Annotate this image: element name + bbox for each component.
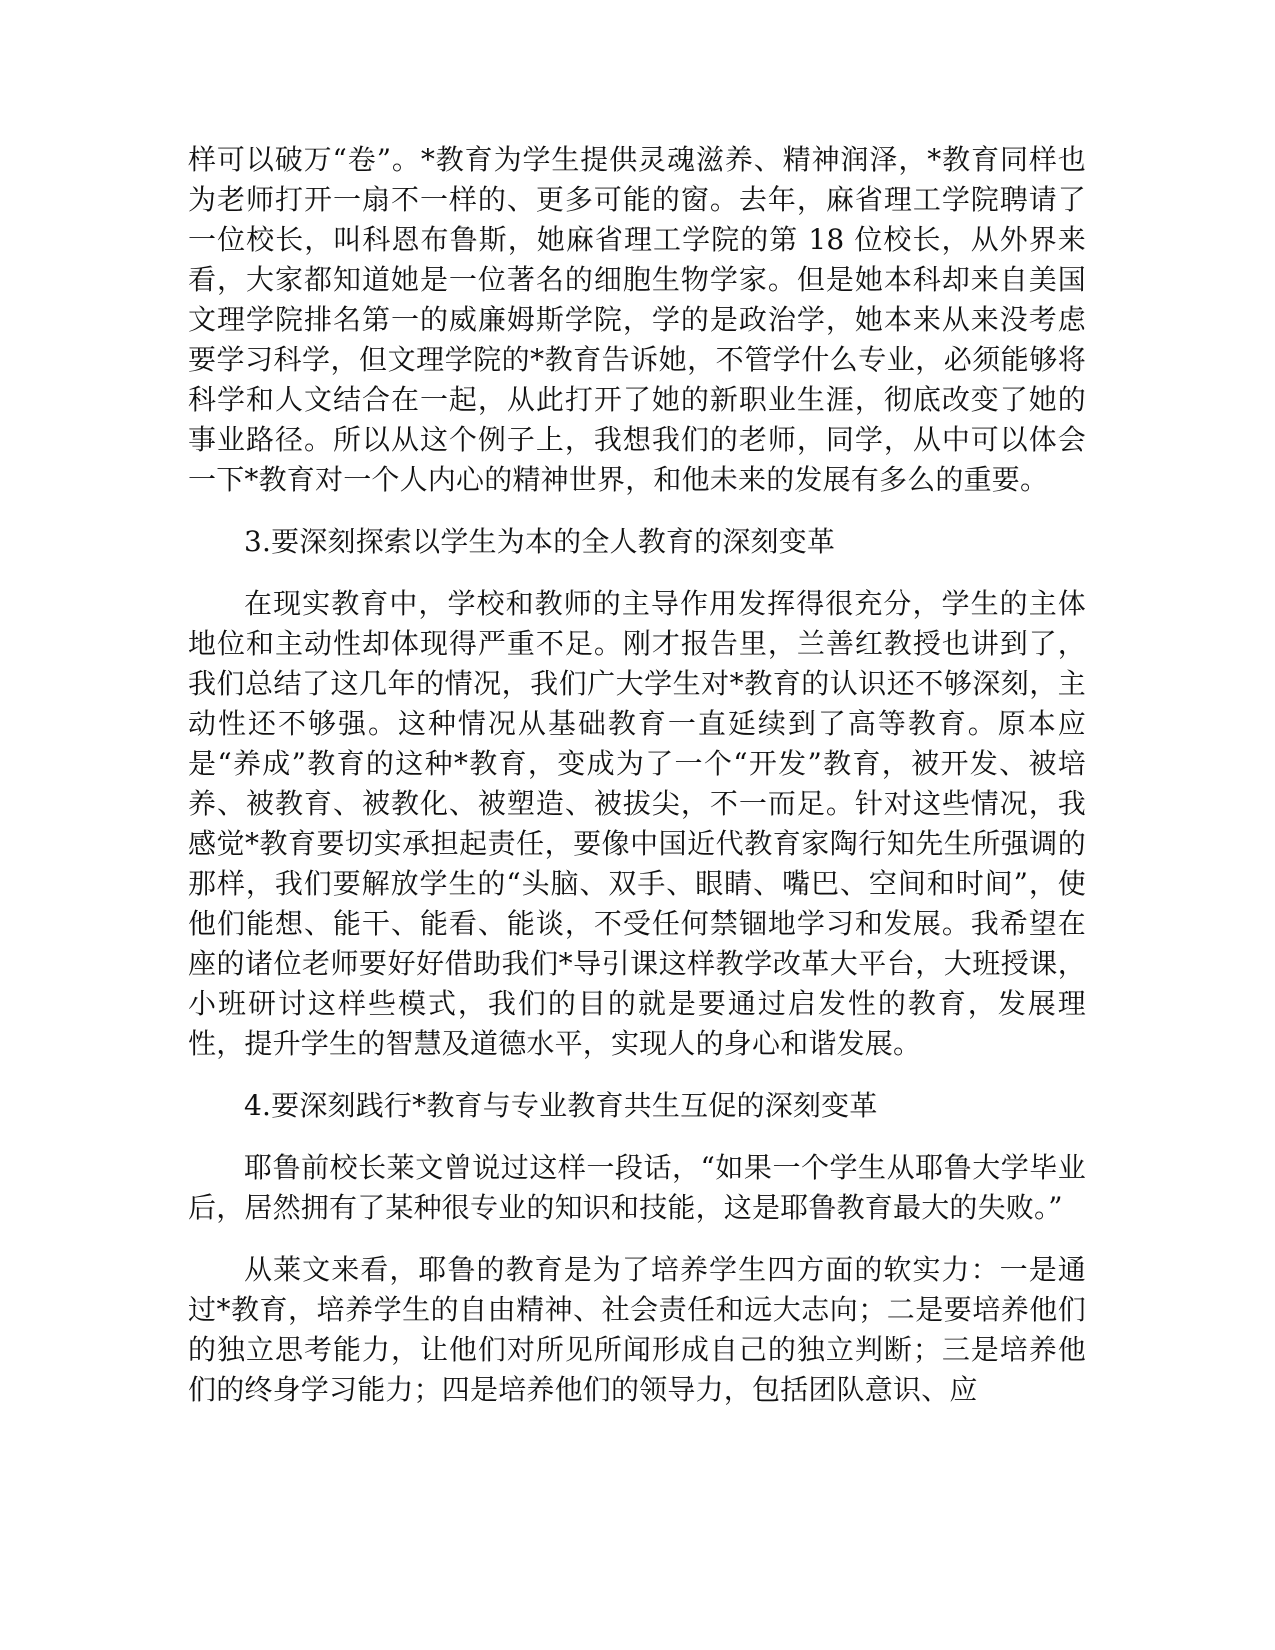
paragraph-yale-quote: 耶鲁前校长莱文曾说过这样一段话，“如果一个学生从耶鲁大学毕业后，居然拥有了某种很专业的知识和技能，这是耶鲁教育最大的失败。” xyxy=(188,1151,1086,1224)
section-heading-3: 3.要深刻探索以学生为本的全人教育的深刻变革 xyxy=(244,525,836,558)
paragraph-yale-soft-power: 从莱文来看，耶鲁的教育是为了培养学生四方面的软实力：一是通过*教育，培养学生的自由精神、社会责任和远大志向；二是要培养他们的独立思考能力，让他们对所见所闻形成自己的独立判断；三是培养他们的终身学习能力；四是培养他们的领导力，包括团队意识、应 xyxy=(188,1253,1086,1406)
document-page xyxy=(188,140,1086,1432)
section-heading-4: 4.要深刻践行*教育与专业教育共生互促的深刻变革 xyxy=(244,1089,878,1122)
paragraph-student-centered: 在现实教育中，学校和教师的主导作用发挥得很充分，学生的主体地位和主动性却体现得严重不足。刚才报告里，兰善红教授也讲到了，我们总结了这几年的情况，我们广大学生对*教育的认识还不够深刻，主动性还不够强。这种情况从基础教育一直延续到了高等教育。原本应是“养成”教育的这种*教育，变成为了一个“开发”教育，被开发、被培养、被教育、被教化、被塑造、被拔尖，不一而足。针对这些情况，我感觉*教育要切实承担起责任，要像中国近代教育家陶行知先生所强调的那样，我们要解放学生的“头脑、双手、眼睛、嘴巴、空间和时间”，使他们能想、能干、能看、能谈，不受任何禁锢地学习和发展。我希望在座的诸位老师要好好借助我们*导引课这样教学改革大平台，大班授课，小班研讨这样些模式，我们的目的就是要通过启发性的教育，发展理性，提升学生的智慧及道德水平，实现人的身心和谐发展。 xyxy=(188,587,1086,1060)
paragraph-continuation: 样可以破万“卷”。*教育为学生提供灵魂滋养、精神润泽，*教育同样也为老师打开一扇不一样的、更多可能的窗。去年，麻省理工学院聘请了一位校长，叫科恩布鲁斯，她麻省理工学院的第 18 位校长，从外界来看，大家都知道她是一位著名的细胞生物学家。但是她本科却来自美国文理学院排名第一的威廉姆斯学院，学的是政治学，她本来从来没考虑要学习科学，但文理学院的*教育告诉她，不管学什么专业，必须能够将科学和人文结合在一起，从此打开了她的新职业生涯，彻底改变了她的事业路径。所以从这个例子上，我想我们的老师，同学，从中可以体会一下*教育对一个人内心的精神世界，和他未来的发展有多么的重要。 xyxy=(188,143,1086,496)
